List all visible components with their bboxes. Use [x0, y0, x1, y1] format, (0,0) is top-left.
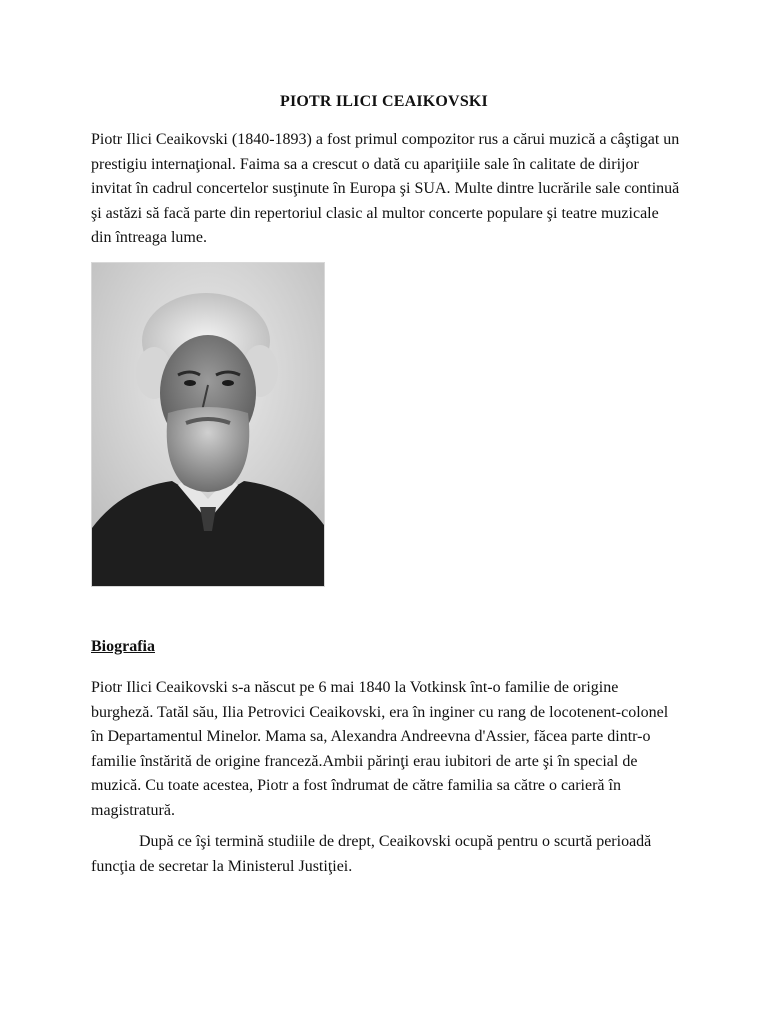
- biography-paragraph-1: Piotr Ilici Ceaikovski s-a născut pe 6 mai 1840 la Votkinsk înt-o familie de origine burgheză. Tatăl său, Ilia Petrovici Ceaikovski, era în inginer cu rang de locotenent-colonel în Departamentul Minelor. Mama sa, Alexandra Andreevna d'Assier, făcea parte dintr-o familie înstărită de origine franceză.Ambii părinţi erau iubitori de arte şi în special de muzică. Cu toate acestea, Piotr a fost îndrumat de către familia sa către o carieră în magistratură.: [91, 679, 669, 819]
- section-heading-biografia: Biografia: [91, 638, 155, 655]
- biography-paragraph-2: După ce îşi termină studiile de drept, Ceaikovski ocupă pentru o scurtă perioadă funcţia de secretar la Ministerul Justiţiei.: [91, 833, 652, 875]
- page-title: PIOTR ILICI CEAIKOVSKI: [279, 93, 488, 110]
- portrait-illustration: [92, 263, 324, 586]
- portrait-photo: [91, 262, 325, 587]
- intro-paragraph: Piotr Ilici Ceaikovski (1840-1893) a fost primul compozitor rus a cărui muzică a câştigat un prestigiu internaţional. Faima sa a crescut o dată cu apariţiile sale în calitate de dirijor invitat în cadrul concertelor susţinute în Europa şi SUA. Multe dintre lucrările sale continuă şi astăzi să facă parte din repertoriul clasic al multor concerte populare şi teatre muzicale din întreaga lume.: [91, 131, 680, 246]
